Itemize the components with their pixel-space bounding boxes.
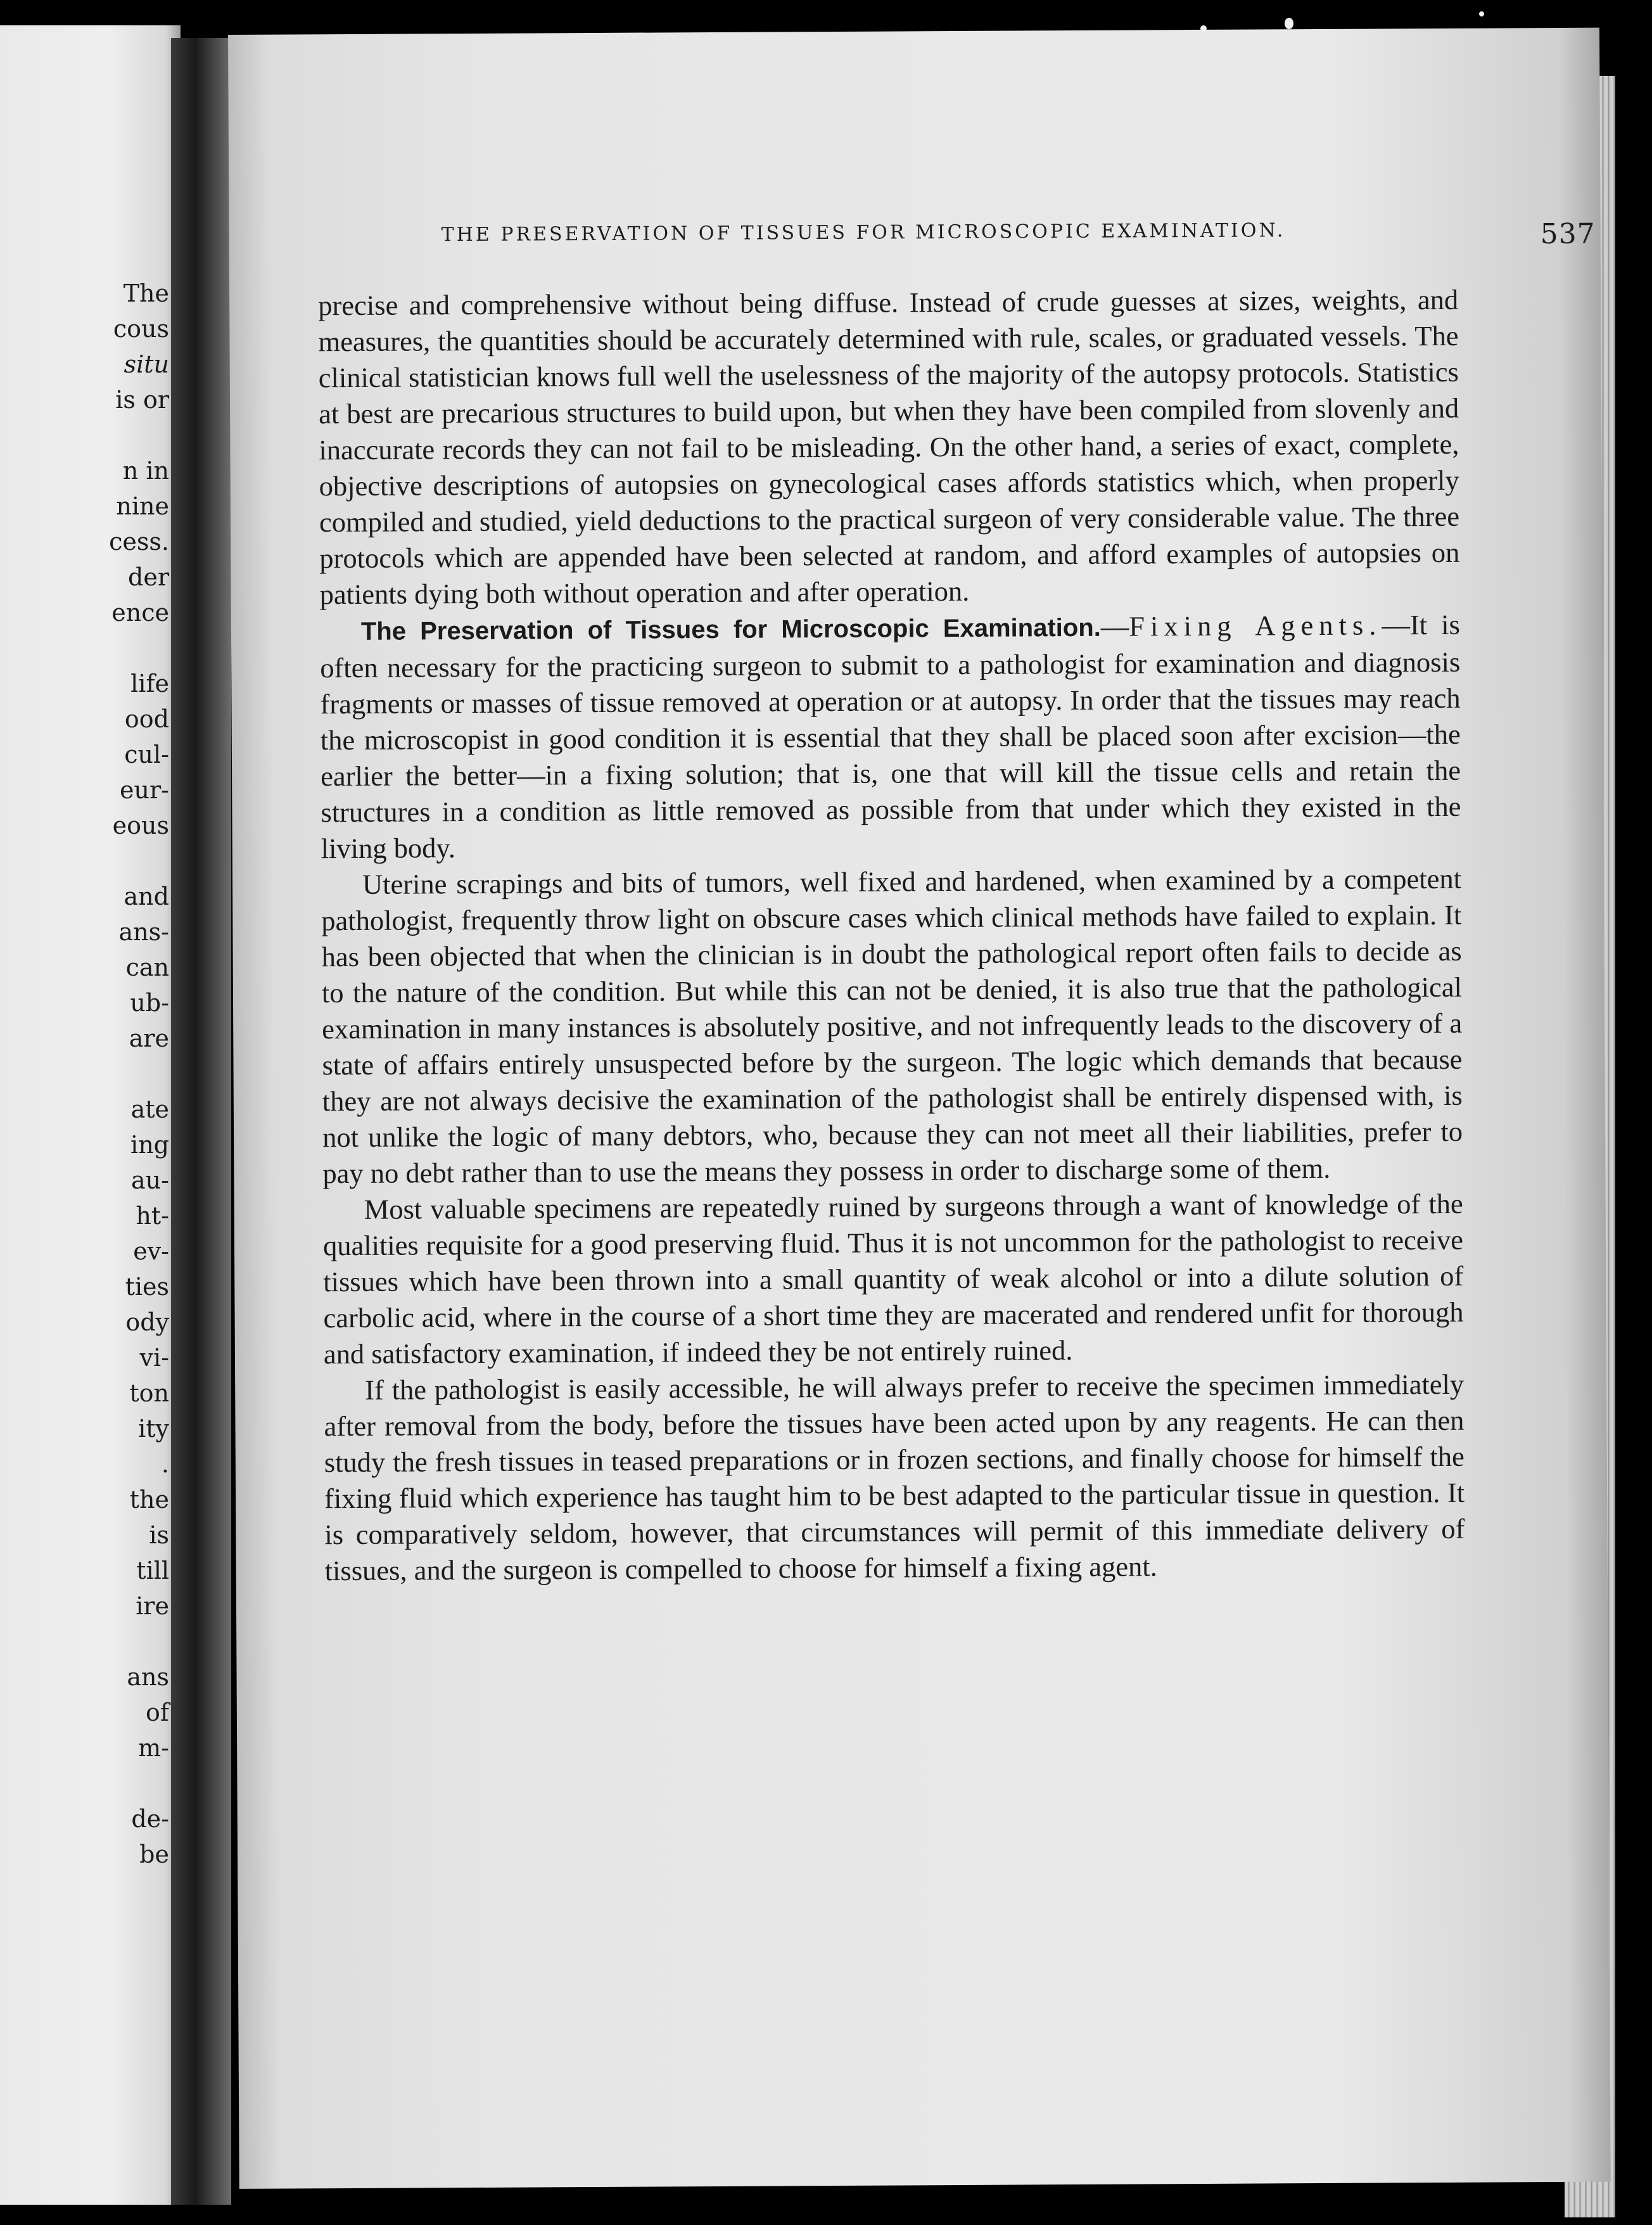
left-page-line-fragment: n in [122,457,169,485]
left-page-line-fragment: . [161,1450,169,1478]
section-paragraph [320,607,1461,867]
left-page-line-fragment: vi- [139,1344,169,1372]
left-page-line-fragment: ity [138,1415,169,1443]
left-page-line-fragment: ans- [118,918,169,946]
left-page-line-fragment: nine [116,492,169,520]
left-page-line-fragment: be [139,1840,169,1868]
left-page-line-fragment: m- [138,1734,169,1762]
dust-speck [1200,25,1207,32]
left-page-text-fragments [42,276,169,1872]
left-page-line-fragment: au- [131,1166,169,1194]
paragraph-valuable-specimens: Most valuable specimens are repeatedly ruined by surgeons through a want of knowledge of the qualities requisite for a good preserving fluid. Thus it is not uncommon for the pathologist to receive tissues which have been thrown into a small quantity of weak alcohol or into a dilute solution of carbolic acid, where in the course of a short time they are macerated and rendered unfit for thorough and satisfactory examination, if indeed they be not entirely ruined. [322,1187,1464,1370]
left-page-line-fragment: cul- [124,741,169,768]
left-page-line-gap [42,630,169,666]
left-page-line-fragment: is [149,1521,169,1549]
page-number: 537 [1540,217,1596,251]
left-page-line-fragment: are [129,1024,169,1052]
left-page-line-fragment: the [129,1486,169,1514]
left-page-line-fragment: can [125,953,169,981]
left-page-line-fragment: till [136,1557,169,1584]
left-page-line-fragment: ence [111,599,169,627]
left-page-line-fragment: ing [130,1131,169,1159]
left-page-line-fragment: cess. [109,528,169,556]
dust-speck [1479,11,1484,16]
left-page-line-fragment: situ [124,350,169,378]
left-page-line-fragment: ties [125,1273,169,1301]
left-page-line-gap [42,1624,169,1659]
left-page-line-gap [42,1766,169,1801]
left-page-line-fragment: ody [125,1308,169,1336]
left-page-line-fragment: ev- [133,1237,169,1265]
body-text [318,282,1465,1589]
section-paragraph-text: —It is often necessary for the practicing surgeon to submit to a pathologist for examination and diagnosis fragments or masses of tissue removed at operation or at autopsy. In order that the tissues may reach the microscopist in good condition it is essential that they shall be placed soon after excision—the earlier the better—in a fixing solution; that is, one that will kill the tissue cells and retain the structures in a condition as little removed as possible from that under which they existed in the living body. [320,608,1461,865]
left-page-line-fragment: and [124,883,169,910]
left-page-line-gap [42,1056,169,1092]
subsection-heading: Fixing Agents. [1129,609,1382,642]
left-page-line-fragment: cous [113,315,169,343]
running-head-title: THE PRESERVATION OF TISSUES FOR MICROSCOPIC EXAMINATION. [441,219,1286,246]
book-gutter [171,38,231,2205]
running-head [441,217,1596,251]
paragraph-pathologist-accessible: If the pathologist is easily accessible, he will always prefer to receive the specimen immediately after removal from the body, before the tissues have been acted upon by any reagents. He can then study the fresh tissues in teased preparations or in frozen sections, and finally choose for himself the fixing fluid which experience has taught him to be best adapted to the particular tissue in question. It is comparatively seldom, however, that circumstances will permit of this immediate delivery of tissues, and the surgeon is compelled to choose for himself a fixing agent. [324,1368,1465,1587]
left-page-line-fragment: der [128,563,169,591]
left-page-line-fragment: ub- [130,989,169,1017]
main-page [228,28,1611,2189]
dust-speck [1285,18,1293,29]
section-heading: The Preservation of Tissues for Microscopic Examination. [360,613,1101,646]
left-page-line-fragment: ht- [136,1202,169,1230]
left-page-line-fragment: de- [131,1805,169,1833]
left-page-line-fragment: eous [112,812,169,839]
heading-dash: — [1100,610,1129,642]
left-page-line-gap [42,843,169,879]
left-page-line-fragment: of [146,1699,169,1726]
left-page-line-fragment: ate [130,1095,169,1123]
paragraph-uterine-scrapings: Uterine scrapings and bits of tumors, well fixed and hardened, when examined by a competent pathologist, frequently throw light on obscure cases which clinical methods have failed to explain. It has been objected that when the clinician is in doubt the pathological report often fails to decide as to the nature of the condition. But while this can not be denied, it is also true that the pathological examination in many instances is absolutely positive, and not infrequently leads to the discovery of a state of affairs entirely unsuspected before by the surgeon. The logic which demands that because they are not always decisive the examination of the pathologist shall be entirely dispensed with, is not unlike the logic of many debtors, who, because they can not meet all their liabilities, prefer to pay no debt rather than to use the means they possess in order to discharge some of them. [321,862,1463,1190]
left-page-line-fragment: ton [129,1379,169,1407]
left-page-line-fragment: ire [136,1592,169,1620]
left-facing-page [0,25,181,2205]
left-page-line-fragment: eur- [120,776,169,804]
left-page-line-gap [42,418,169,453]
left-page-line-fragment: life [130,670,169,698]
paragraph-continued: precise and comprehensive without being diffuse. Instead of crude guesses at sizes, weights, and measures, the quantities should be accurately determined with rule, scales, or graduated vessels. The clinical statistician knows full well the uselessness of the majority of the autopsy protocols. Statistics at best are precarious structures to build upon, but when they have been compiled from slovenly and inaccurate records they can not fail to be misleading. On the other hand, a series of exact, complete, objective descriptions of autopsies on gynecological cases affords statistics which, when properly compiled and studied, yield deductions to the practical surgeon of very considerable value. The three protocols which are appended have been selected at random, and afford examples of autopsies on patients dying both without operation and after operation. [318,283,1460,611]
left-page-line-fragment: ans [127,1663,169,1691]
left-page-line-fragment: The [123,279,169,307]
left-page-line-fragment: is or [115,386,169,414]
left-page-line-fragment: ood [124,705,169,733]
